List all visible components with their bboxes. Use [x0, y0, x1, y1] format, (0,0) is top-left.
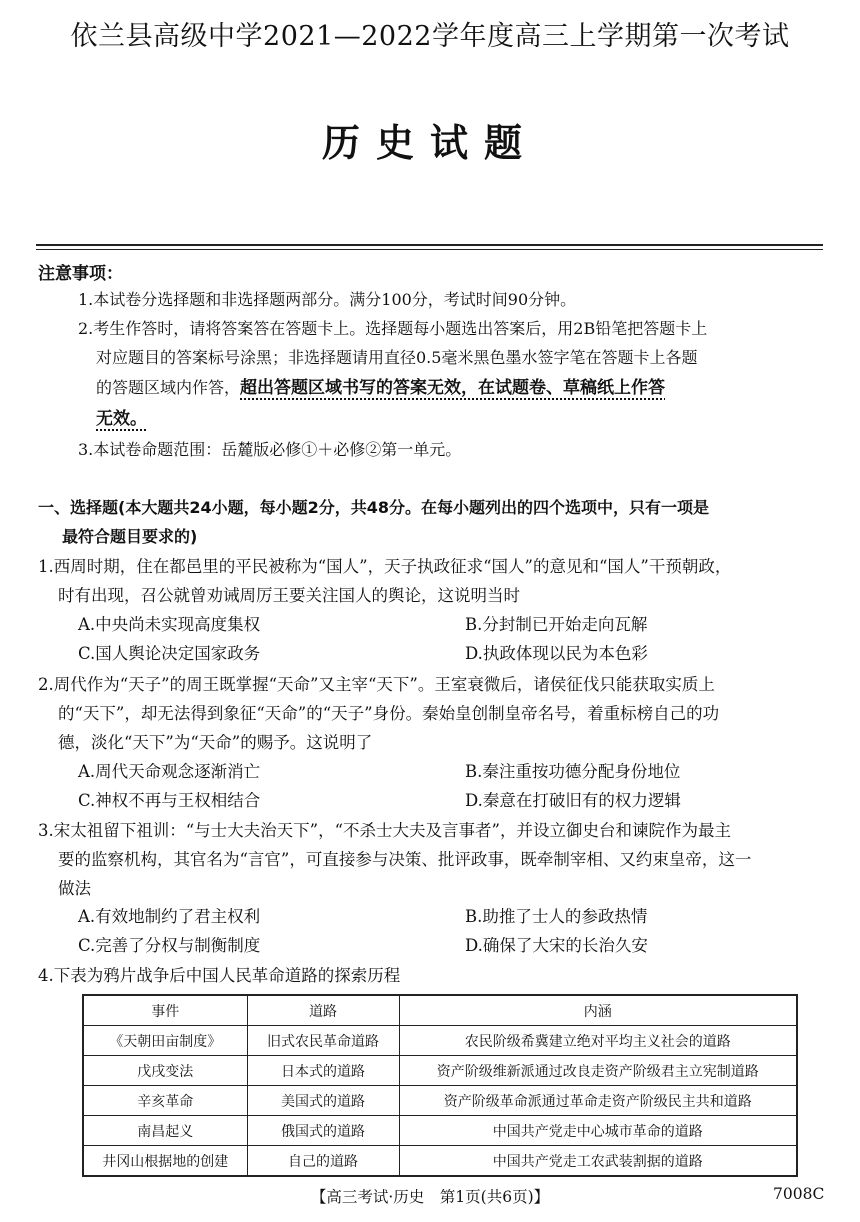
question-3-line-3: 做法: [58, 879, 91, 898]
question-1-option-d: D.执政体现以民为本色彩: [465, 644, 648, 663]
header-rule-thin: [36, 249, 823, 250]
table-cell: 自己的道路: [247, 1146, 399, 1177]
table-cell: 农民阶级希冀建立绝对平均主义社会的道路: [399, 1026, 797, 1056]
table-row: [83, 1146, 797, 1177]
question-3-line-1: 3.宋太祖留下祖训：“与士大夫治天下”，“不杀士大夫及言事者”，并设立御史台和谏院作为最主: [38, 821, 731, 840]
table-cell: 日本式的道路: [247, 1056, 399, 1086]
question-3-option-b: B.助推了士人的参政热情: [465, 907, 648, 926]
section-heading-line-2: 最符合题目要求的): [62, 527, 198, 546]
question-3-line-2: 要的监察机构，其官名为“言官”，可直接参与决策、批评政事，既牵制宰相、又约束皇帝，这一: [58, 850, 752, 869]
table-cell: 辛亥革命: [83, 1086, 247, 1116]
subject-title: 历史试题: [321, 120, 538, 165]
question-1-line-1: 1.西周时期，住在都邑里的平民被称为“国人”，天子执政征求“国人”的意见和“国人”干预朝政，: [38, 557, 732, 576]
notice-item-2-line-1: 2.考生作答时，请将答案答在答题卡上。选择题每小题选出答案后，用2B铅笔把答题卡上: [78, 319, 708, 338]
notice-item-2-emphasis-end: 无效。: [96, 409, 147, 429]
exam-title: 依兰县高级中学2021—2022学年度高三上学期第一次考试: [70, 21, 790, 52]
table-header-cell: 道路: [247, 995, 399, 1026]
table-cell: 俄国式的道路: [247, 1116, 399, 1146]
exam-code: 7008C: [773, 1185, 825, 1203]
notice-item-3: 3.本试卷命题范围：岳麓版必修①＋必修②第一单元。: [78, 440, 462, 459]
question-4-line-1: 4.下表为鸦片战争后中国人民革命道路的探索历程: [38, 966, 401, 985]
notice-item-2-line-2: 对应题目的答案标号涂黑；非选择题请用直径0.5毫米黑色墨水签字笔在答题卡上各题: [96, 348, 698, 367]
section-heading-line-1: 一、选择题(本大题共24小题，每小题2分，共48分。在每小题列出的四个选项中，只有一项是: [38, 498, 709, 517]
table-cell: 美国式的道路: [247, 1086, 399, 1116]
notice-item-2-plain: 的答题区域内作答，: [96, 378, 241, 397]
revolution-path-table: [82, 994, 798, 1177]
notice-item-2-emphasis: 超出答题区域书写的答案无效，在试题卷、草稿纸上作答: [240, 378, 666, 398]
question-2-option-b: B.秦注重按功德分配身份地位: [465, 762, 681, 781]
question-2-option-d: D.秦意在打破旧有的权力逻辑: [465, 791, 681, 810]
table-cell: 中国共产党走中心城市革命的道路: [399, 1116, 797, 1146]
table-cell: 资产阶级革命派通过革命走资产阶级民主共和道路: [399, 1086, 797, 1116]
question-3-option-c: C.完善了分权与制衡制度: [78, 936, 261, 955]
question-3-option-d: D.确保了大宋的长治久安: [465, 936, 648, 955]
notice-item-2-line-3: [96, 378, 665, 398]
question-2-option-a: A.周代天命观念逐渐消亡: [78, 762, 261, 781]
table-row: [83, 1116, 797, 1146]
question-1-line-2: 时有出现，召公就曾劝诫周厉王要关注国人的舆论，这说明当时: [58, 586, 520, 605]
notice-item-1: 1.本试卷分选择题和非选择题两部分。满分100分，考试时间90分钟。: [78, 290, 577, 309]
table-cell: 中国共产党走工农武装割据的道路: [399, 1146, 797, 1177]
question-3-option-a: A.有效地制约了君主权利: [78, 907, 261, 926]
table-cell: 井冈山根据地的创建: [83, 1146, 247, 1177]
notice-heading: 注意事项：: [38, 264, 123, 284]
table-header-cell: 事件: [83, 995, 247, 1026]
question-2-line-1: 2.周代作为“天子”的周王既掌握“天命”又主宰“天下”。王室衰微后，诸侯征伐只能获取实质上: [38, 675, 715, 694]
table-cell: 资产阶级维新派通过改良走资产阶级君主立宪制道路: [399, 1056, 797, 1086]
table-header-cell: 内涵: [399, 995, 797, 1026]
question-2-option-c: C.神权不再与王权相结合: [78, 791, 261, 810]
header-rule-thick: [36, 244, 823, 246]
notice-item-2-line-4: [96, 409, 147, 429]
table-row: [83, 1056, 797, 1086]
table-row: [83, 1086, 797, 1116]
question-2-line-2: 的“天下”，却无法得到象征“天命”的“天子”身份。秦始皇创制皇帝名号，着重标榜自己的功: [58, 704, 720, 723]
table-cell: 《天朝田亩制度》: [83, 1026, 247, 1056]
table-row: [83, 1026, 797, 1056]
table-header-row: [83, 995, 797, 1026]
table-cell: 戊戌变法: [83, 1056, 247, 1086]
question-1-option-c: C.国人舆论决定国家政务: [78, 644, 261, 663]
table-cell: 旧式农民革命道路: [247, 1026, 399, 1056]
question-2-line-3: 德，淡化“天下”为“天命”的赐予。这说明了: [58, 733, 373, 752]
question-1-option-a: A.中央尚未实现高度集权: [78, 615, 261, 634]
table-cell: 南昌起义: [83, 1116, 247, 1146]
question-1-option-b: B.分封制已开始走向瓦解: [465, 615, 648, 634]
page-footer: 【高三考试·历史 第1页(共6页)】: [310, 1188, 550, 1206]
